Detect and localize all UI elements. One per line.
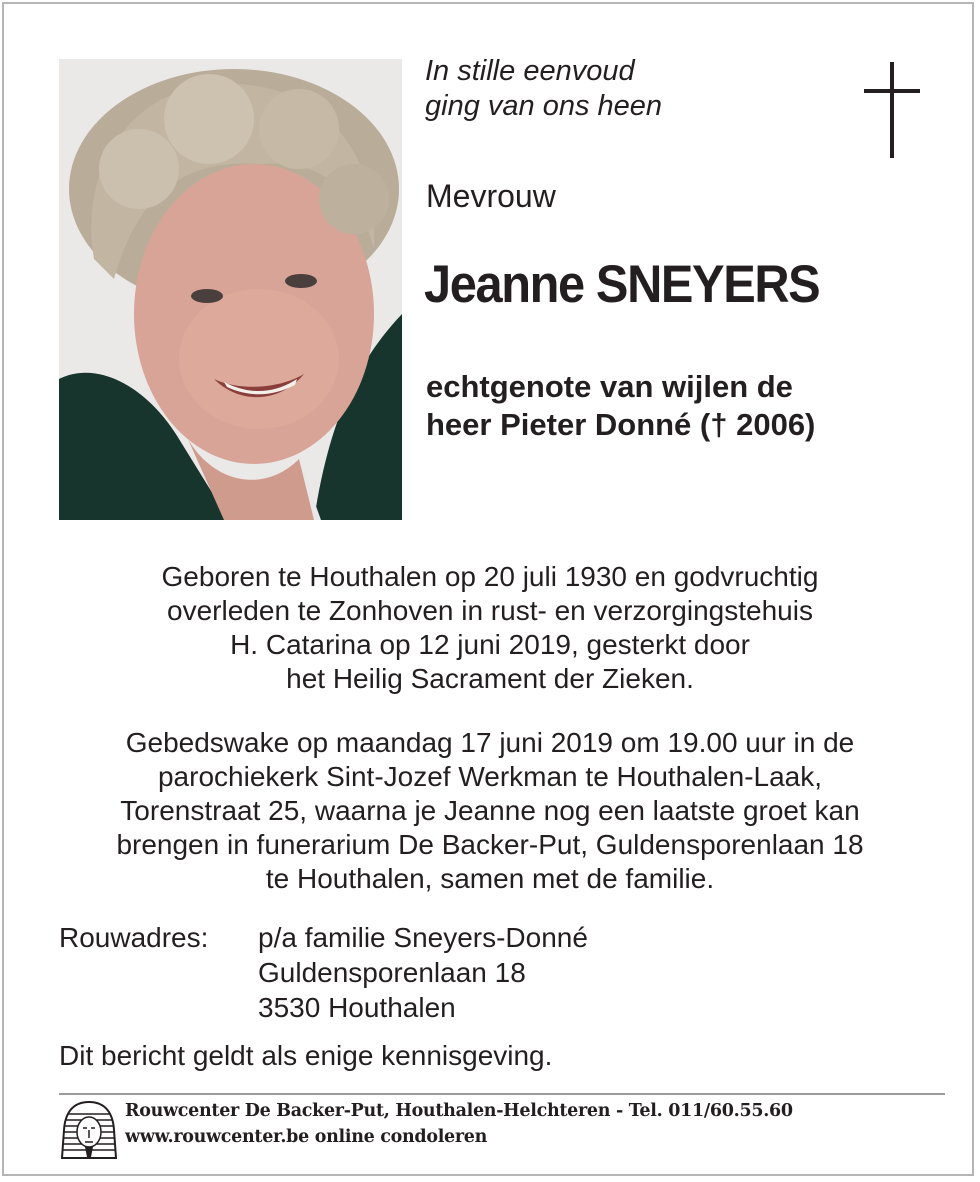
mourning-address <box>59 920 588 1025</box>
footer-divider <box>59 1093 945 1095</box>
intro-text <box>425 54 662 124</box>
address-lines: p/a familie Sneyers-Donné Guldensporenlaan 18 3530 Houthalen <box>258 922 588 1023</box>
footer-line-1: Rouwcenter De Backer-Put, Houthalen-Helchteren - Tel. 011/60.55.60 <box>125 1101 793 1121</box>
intro-line-1: In stille eenvoud <box>425 55 635 87</box>
title-prefix: Mevrouw <box>426 178 556 214</box>
spouse-line-2: heer Pieter Donné († 2006) <box>426 407 816 442</box>
deceased-name: Jeanne SNEYERS <box>424 255 820 314</box>
notice-text: Dit bericht geldt als enige kennisgeving. <box>59 1040 553 1071</box>
pharaoh-logo-icon <box>60 1100 118 1160</box>
wake-paragraph: Gebedswake op maandag 17 juni 2019 om 19.00 uur in de parochiekerk Sint-Jozef Werkman te Houthalen-Laak, Torenstraat 25, waarna je Jeanne nog een laatste groet kan brengen in funerarium De Backer-Put, Guldensporenlaan 18 te Houthalen, samen met de familie. <box>116 727 864 894</box>
portrait-photo <box>59 59 402 520</box>
footer-text <box>125 1098 793 1150</box>
address-label: Rouwadres: <box>59 922 209 953</box>
spouse-line-1: echtgenote van wijlen de <box>426 369 793 404</box>
intro-line-2: ging van ons heen <box>425 90 663 122</box>
cross-icon <box>864 62 920 158</box>
footer-line-2[interactable]: www.rouwcenter.be online condoleren <box>125 1127 488 1147</box>
spouse-text <box>426 368 815 444</box>
birth-death-paragraph: Geboren te Houthalen op 20 juli 1930 en godvruchtig overleden te Zonhoven in rust- en verzorgingstehuis H. Catarina op 12 juni 2019, gesterkt door het Heilig Sacrament der Zieken. <box>161 561 819 694</box>
